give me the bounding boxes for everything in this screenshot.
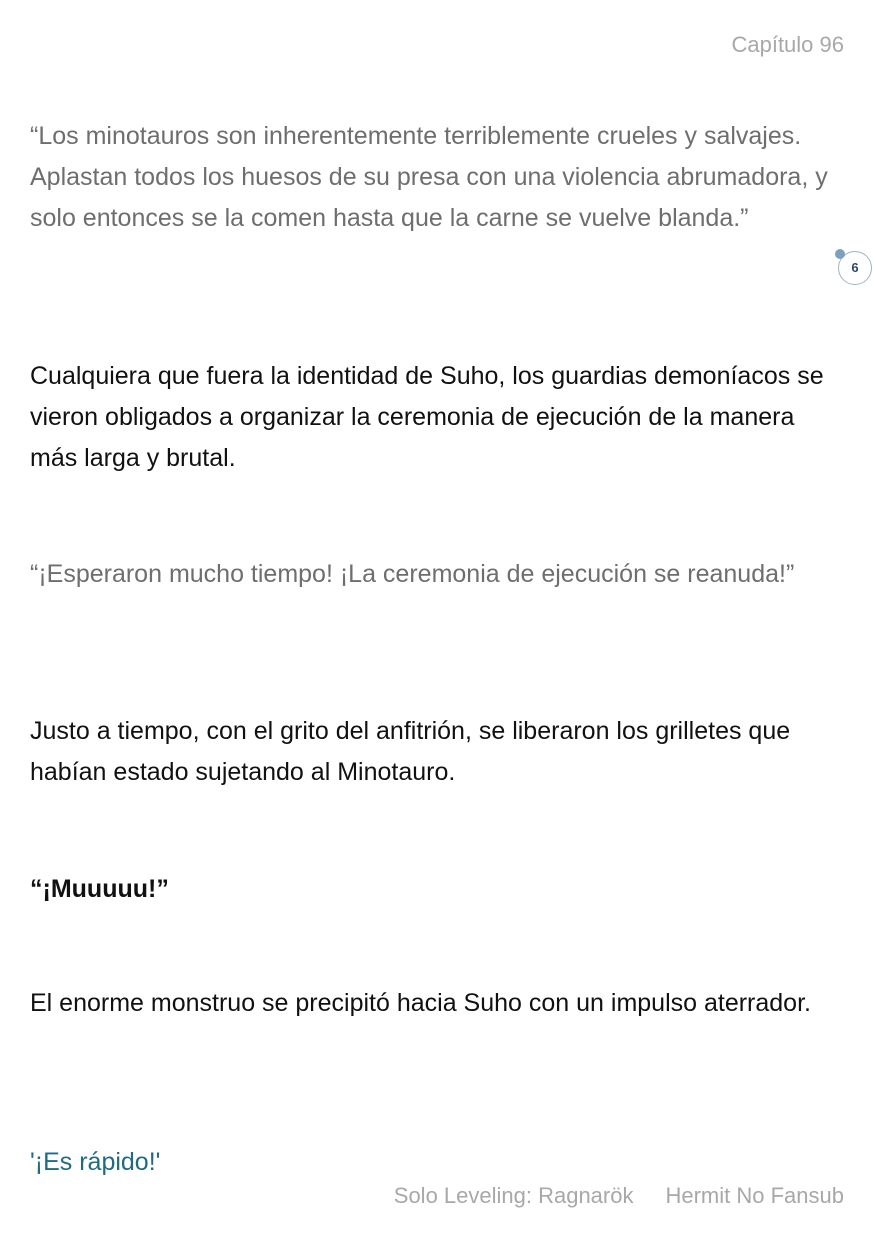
quote-paragraph: “Los minotauros son inherentemente terriblemente crueles y salvajes. Aplastan todos los huesos de su presa con una violencia abrumadora, y solo entonces se la comen hasta que la carne se vuelve blanda.”	[30, 122, 828, 232]
thought-paragraph: '¡Es rápido!'	[30, 1148, 161, 1176]
page-number-badge[interactable]	[838, 251, 872, 285]
quote-paragraph: “¡Esperaron mucho tiempo! ¡La ceremonia de ejecución se reanuda!”	[30, 560, 795, 588]
page-footer	[394, 1183, 844, 1209]
footer-translator: Hermit No Fansub	[665, 1183, 844, 1208]
footer-book-title: Solo Leveling: Ragnarök	[393, 1183, 634, 1208]
narration-paragraph: Cualquiera que fuera la identidad de Suho, los guardias demoníacos se vieron obligados a organizar la ceremonia de ejecución de la manera más larga y brutal.	[30, 362, 824, 472]
narration-paragraph: El enorme monstruo se precipitó hacia Suho con un impulso aterrador.	[30, 989, 811, 1017]
narration-paragraph: Justo a tiempo, con el grito del anfitrión, se liberaron los grilletes que habían estado sujetando al Minotauro.	[30, 717, 791, 786]
page-number: 6	[851, 260, 859, 275]
chapter-title: Capítulo 96	[731, 32, 844, 57]
shout-paragraph: “¡Muuuuu!”	[30, 875, 169, 903]
